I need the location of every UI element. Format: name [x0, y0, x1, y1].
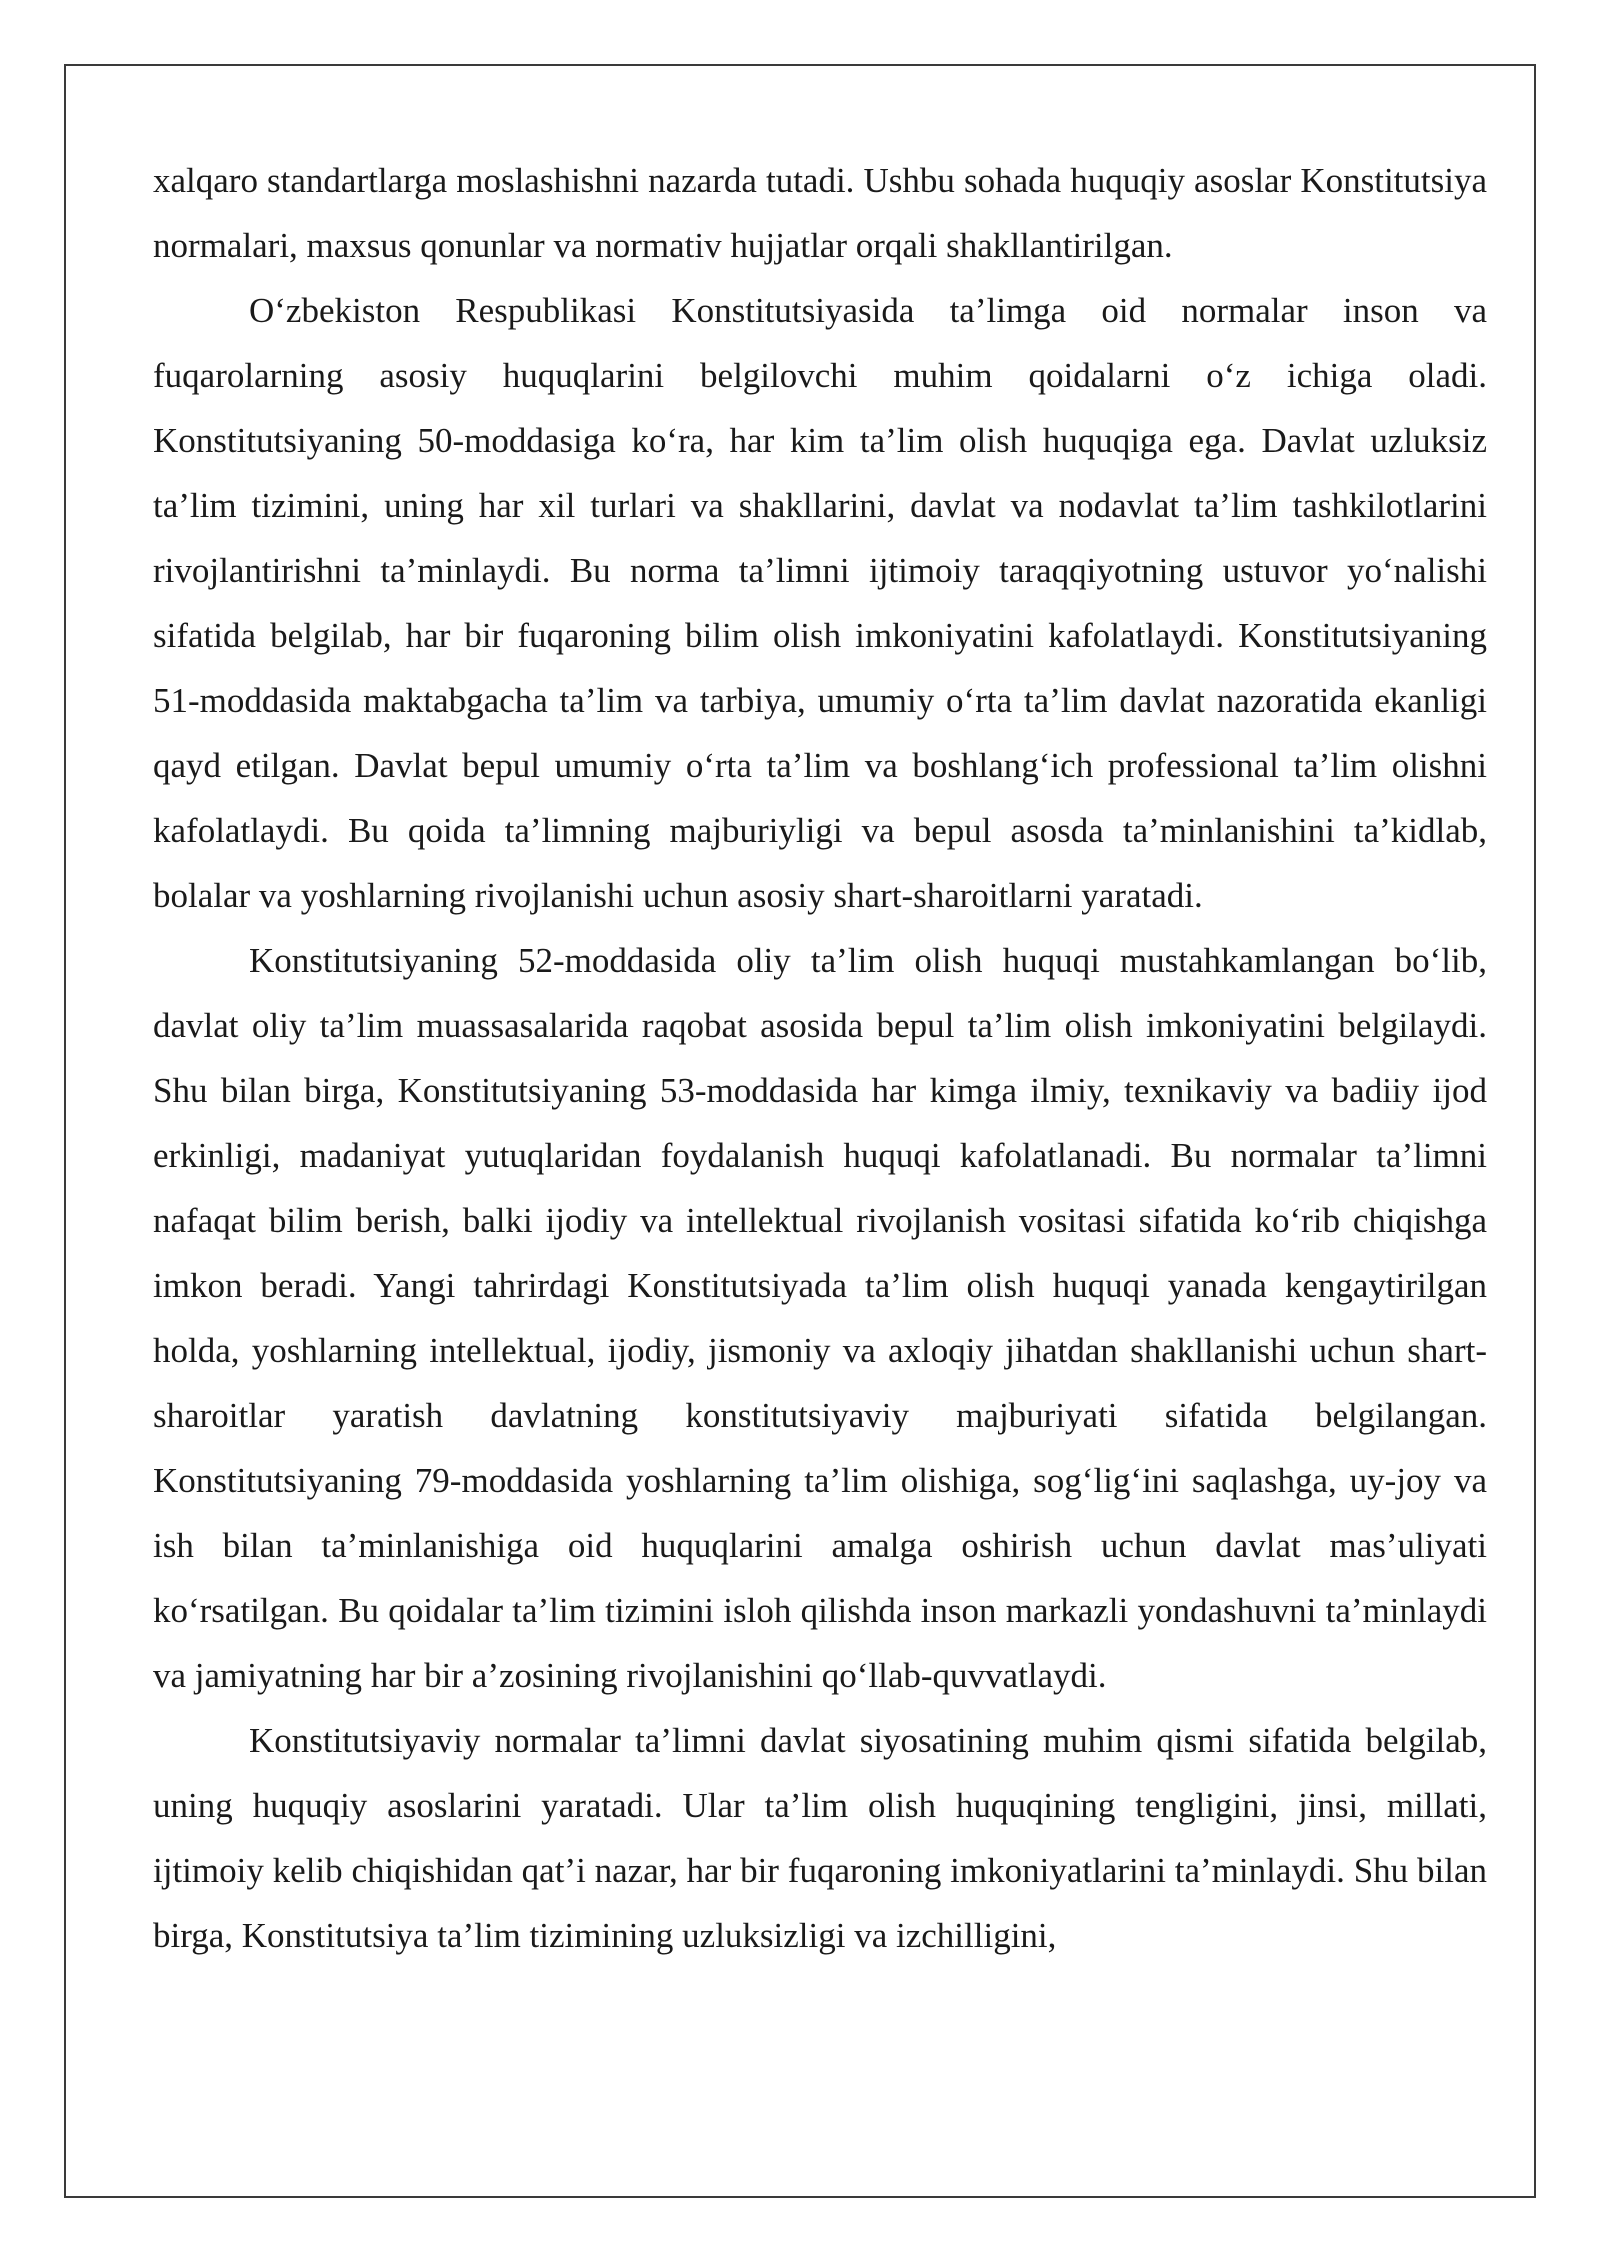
document-body	[153, 148, 1487, 1968]
paragraph-1: xalqaro standartlarga moslashishni nazarda tutadi. Ushbu sohada huquqiy asoslar Konstitutsiya normalari, maxsus qonunlar va normativ hujjatlar orqali shakllantirilgan.	[153, 161, 1487, 265]
paragraph-3: Konstitutsiyaning 52-moddasida oliy ta’lim olish huquqi mustahkamlangan bo‘lib, davlat oliy ta’lim muassasalarida raqobat asosida bepul ta’lim olish imkoniyatini belgilaydi. Shu bilan birga, Konstitutsiyaning 53-moddasida har kimga ilmiy, texnikaviy va badiiy ijod erkinligi, madaniyat yutuqlaridan foydalanish huquqi kafolatlanadi. Bu normalar ta’limni nafaqat bilim berish, balki ijodiy va intellektual rivojlanish vositasi sifatida ko‘rib chiqishga imkon beradi. Yangi tahrirdagi Konstitutsiyada ta’lim olish huquqi yanada kengaytirilgan holda, yoshlarning intellektual, ijodiy, jismoniy va axloqiy jihatdan shakllanishi uchun shart-sharoitlar yaratish davlatning konstitutsiyaviy majburiyati sifatida belgilangan. Konstitutsiyaning 79-moddasida yoshlarning ta’lim olishiga, sog‘lig‘ini saqlashga, uy-joy va ish bilan ta’minlanishiga oid huquqlarini amalga oshirish uchun davlat mas’uliyati ko‘rsatilgan. Bu qoidalar ta’lim tizimini isloh qilishda inson markazli yondashuvni ta’minlaydi va jamiyatning har bir a’zosining rivojlanishini qo‘llab-quvvatlaydi.	[153, 941, 1487, 1695]
paragraph-2: O‘zbekiston Respublikasi Konstitutsiyasida ta’limga oid normalar inson va fuqarolarning asosiy huquqlarini belgilovchi muhim qoidalarni o‘z ichiga oladi. Konstitutsiyaning 50-moddasiga ko‘ra, har kim ta’lim olish huquqiga ega. Davlat uzluksiz ta’lim tizimini, uning har xil turlari va shakllarini, davlat va nodavlat ta’lim tashkilotlarini rivojlantirishni ta’minlaydi. Bu norma ta’limni ijtimoiy taraqqiyotning ustuvor yo‘nalishi sifatida belgilab, har bir fuqaroning bilim olish imkoniyatini kafolatlaydi. Konstitutsiyaning 51-moddasida maktabgacha ta’lim va tarbiya, umumiy o‘rta ta’lim davlat nazoratida ekanligi qayd etilgan. Davlat bepul umumiy o‘rta ta’lim va boshlang‘ich professional ta’lim olishni kafolatlaydi. Bu qoida ta’limning majburiyligi va bepul asosda ta’minlanishini ta’kidlab, bolalar va yoshlarning rivojlanishi uchun asosiy shart-sharoitlarni yaratadi.	[153, 291, 1487, 915]
paragraph-4: Konstitutsiyaviy normalar ta’limni davlat siyosatining muhim qismi sifatida belgilab, uning huquqiy asoslarini yaratadi. Ular ta’lim olish huquqining tengligini, jinsi, millati, ijtimoiy kelib chiqishidan qat’i nazar, har bir fuqaroning imkoniyatlarini ta’minlaydi. Shu bilan birga, Konstitutsiya ta’lim tizimining uzluksizligi va izchilligini,	[153, 1721, 1487, 1955]
